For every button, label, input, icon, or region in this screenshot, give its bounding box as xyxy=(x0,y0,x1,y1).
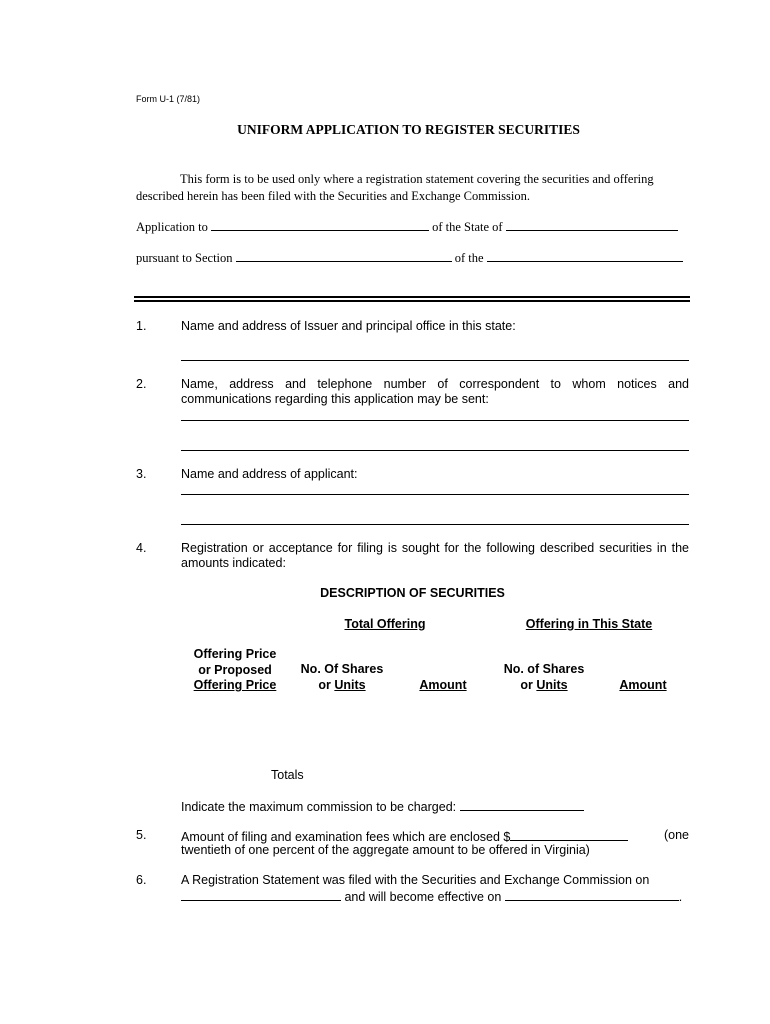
item-4-number: 4. xyxy=(136,541,147,555)
totals-label: Totals xyxy=(271,768,304,782)
intro-paragraph: This form is to be used only where a registration statement covering the securities and offering described herein has been filed with the Securities and Exchange Commission. xyxy=(136,172,654,203)
item-5-text-c: twentieth of one percent of the aggregate amount to be offered in Virginia) xyxy=(181,843,590,857)
item-1-answer-line[interactable] xyxy=(181,360,689,361)
state-label: of the State of xyxy=(432,220,503,234)
item-5-line-1 xyxy=(181,828,689,844)
state-shares-or: or xyxy=(520,677,537,692)
section-field[interactable] xyxy=(236,249,452,262)
offering-price-label-2: or Proposed xyxy=(198,662,272,677)
securities-heading: DESCRIPTION OF SECURITIES xyxy=(320,586,505,600)
item-5-number: 5. xyxy=(136,828,147,842)
item-5-text-a: Amount of filing and examination fees which are enclosed $ xyxy=(181,830,511,844)
item-6-text-a: A Registration Statement was filed with the Securities and Exchange Commission on xyxy=(181,873,650,887)
max-commission-label: Indicate the maximum commission to be charged: xyxy=(181,800,457,814)
total-units-label: Units xyxy=(334,677,366,692)
item-3-number: 3. xyxy=(136,467,147,481)
fees-amount-field[interactable] xyxy=(510,828,628,841)
state-amount-column-header xyxy=(608,678,678,694)
effective-date-field[interactable] xyxy=(505,888,679,901)
max-commission-field[interactable] xyxy=(460,798,584,811)
item-3-answer-line-1[interactable] xyxy=(181,494,689,495)
page-title: UNIFORM APPLICATION TO REGISTER SECURITIES xyxy=(237,122,580,137)
item-3-answer-line-2[interactable] xyxy=(181,524,689,525)
item-4-text: Registration or acceptance for filing is sought for the following described securities in the amounts indicated: xyxy=(181,541,689,570)
offering-price-label-3: Offering Price xyxy=(193,678,277,692)
item-5-text-b: (one xyxy=(663,828,689,842)
item-1-number: 1. xyxy=(136,319,147,333)
pursuant-label: pursuant to Section xyxy=(136,251,233,265)
sec-filed-date-field[interactable] xyxy=(181,888,341,901)
offering-price-label-1: Offering Price xyxy=(193,647,277,661)
offering-in-state-header: Offering in This State xyxy=(525,617,653,631)
state-units-label: Units xyxy=(536,677,568,692)
statute-field[interactable] xyxy=(487,249,683,262)
item-2-answer-line-1[interactable] xyxy=(181,420,689,421)
application-line xyxy=(136,218,678,235)
item-2-answer-line-2[interactable] xyxy=(181,450,689,451)
divider-rule-top xyxy=(134,296,690,298)
divider-rule-bottom xyxy=(134,300,690,302)
application-label: Application to xyxy=(136,220,208,234)
form-number: Form U-1 (7/81) xyxy=(136,94,201,104)
item-3-text: Name and address of applicant: xyxy=(181,467,358,481)
total-shares-or: or xyxy=(318,677,335,692)
max-commission-line xyxy=(181,798,584,814)
of-the-label: of the xyxy=(454,251,484,265)
item-6-number: 6. xyxy=(136,873,147,887)
application-to-field[interactable] xyxy=(211,218,429,231)
item-6-text-c: . xyxy=(678,890,683,904)
state-shares-label: No. of Shares xyxy=(503,662,585,676)
state-field[interactable] xyxy=(506,218,678,231)
item-6-text-b: and will become effective on xyxy=(344,890,502,904)
total-amount-column-header xyxy=(408,678,478,694)
total-shares-label: No. Of Shares xyxy=(300,662,384,676)
total-offering-header: Total Offering xyxy=(344,617,426,631)
item-2-text: Name, address and telephone number of correspondent to whom notices and communications regarding this application may be sent: xyxy=(181,377,689,406)
offering-price-column-header xyxy=(180,647,290,694)
state-amount-label: Amount xyxy=(619,678,667,692)
total-shares-column-header xyxy=(282,662,402,693)
state-shares-column-header xyxy=(484,662,604,693)
item-2-number: 2. xyxy=(136,377,147,391)
total-amount-label: Amount xyxy=(419,678,467,692)
item-6-line-2 xyxy=(181,888,682,904)
item-1-text: Name and address of Issuer and principal office in this state: xyxy=(181,319,516,333)
pursuant-line xyxy=(136,249,683,266)
